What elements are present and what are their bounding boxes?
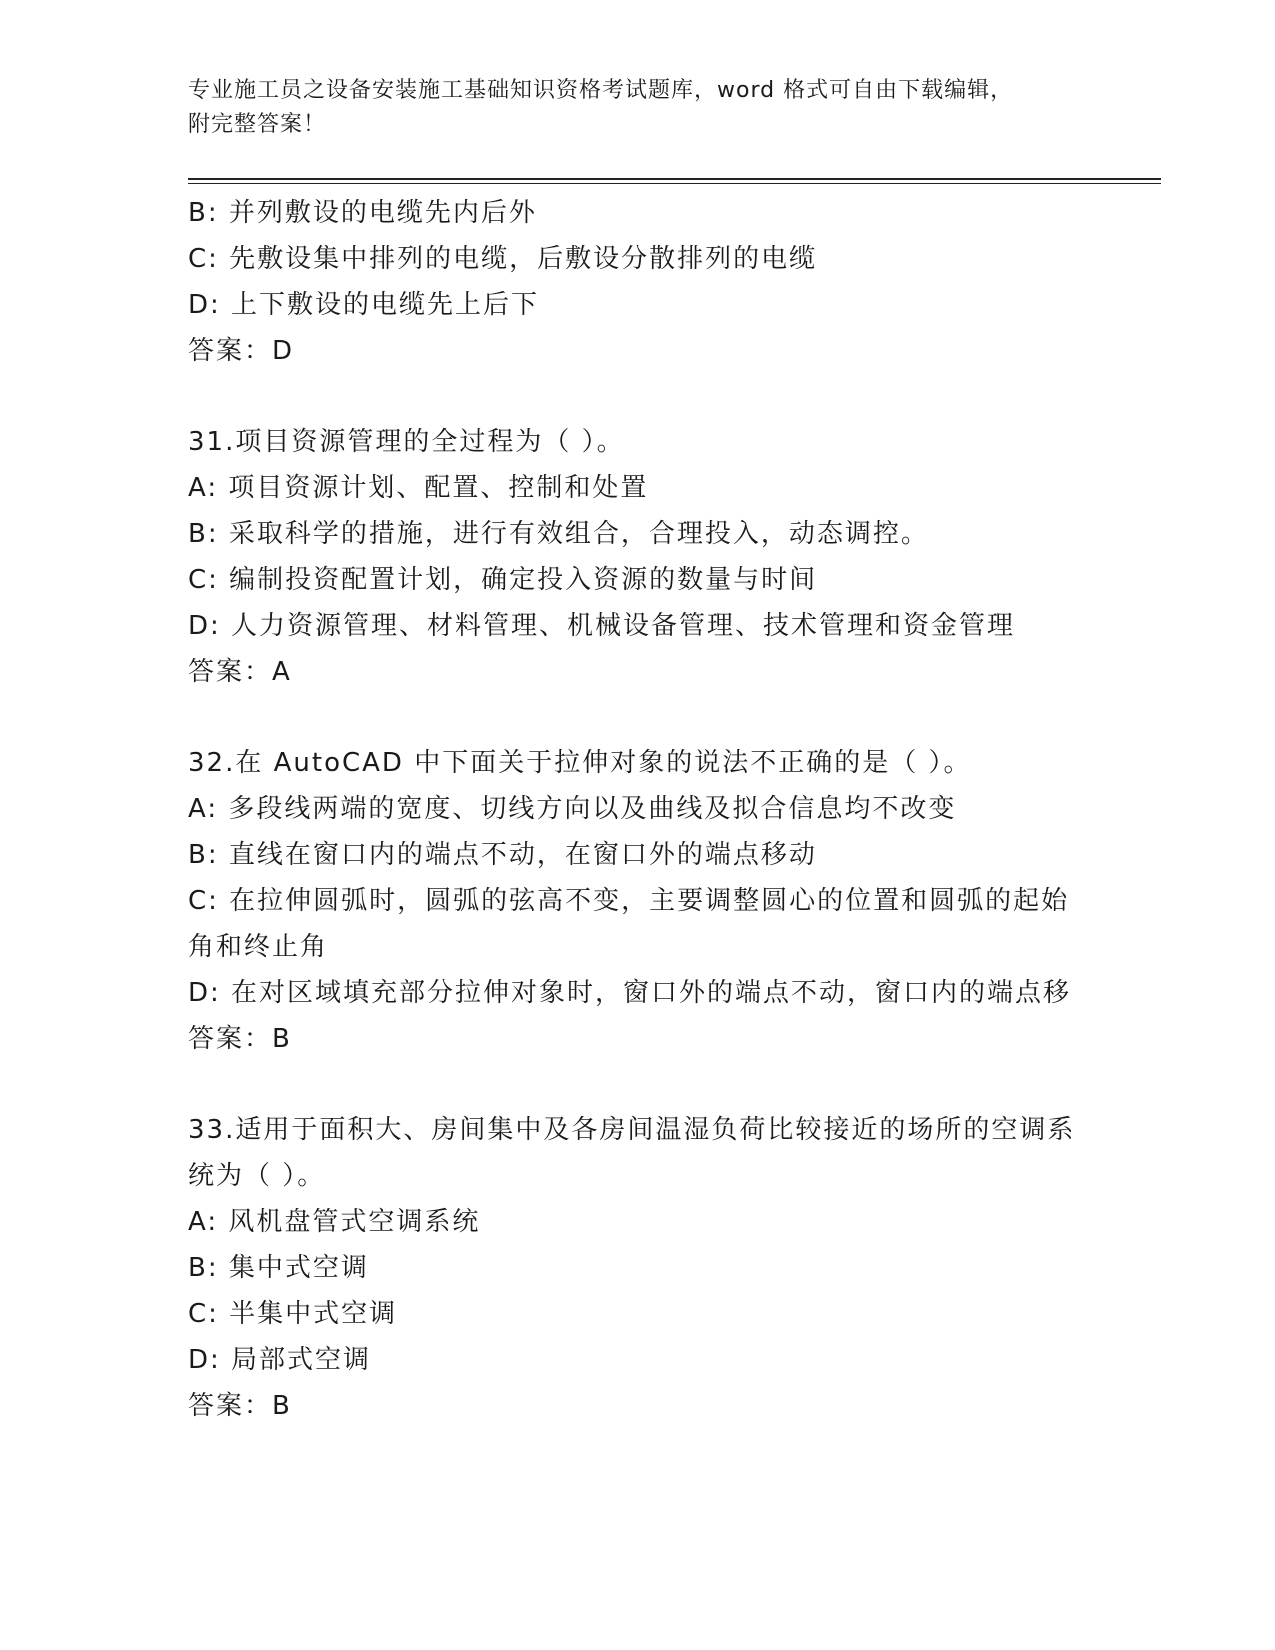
- document-header: [188, 74, 1068, 142]
- question-stem: 33.适用于面积大、房间集中及各房间温湿负荷比较接近的场所的空调系统为（ ）。: [188, 1115, 1076, 1191]
- header-divider-thin: [188, 183, 1161, 184]
- option-b: B: 集中式空调: [188, 1253, 369, 1283]
- question-32: [188, 740, 1088, 1062]
- question-33: [188, 1107, 1088, 1429]
- option-b: B: 直线在窗口内的端点不动，在窗口外的端点移动: [188, 840, 817, 870]
- option-a: A: 多段线两端的宽度、切线方向以及曲线及拟合信息均不改变: [188, 794, 957, 824]
- header-line-2: 附完整答案！: [188, 112, 327, 137]
- question-stem: 32.在 AutoCAD 中下面关于拉伸对象的说法不正确的是（ ）。: [188, 748, 972, 778]
- option-c: C: 在拉伸圆弧时，圆弧的弦高不变，主要调整圆心的位置和圆弧的起始角和终止角: [188, 886, 1070, 962]
- header-divider-thick: [188, 178, 1161, 180]
- answer-line: 答案：B: [188, 1391, 292, 1421]
- option-b: B: 采取科学的措施，进行有效组合，合理投入，动态调控。: [188, 519, 929, 549]
- question-31: [188, 419, 1088, 695]
- option-b: B: 并列敷设的电缆先内后外: [188, 198, 537, 228]
- option-d: D: 在对区域填充部分拉伸对象时，窗口外的端点不动，窗口内的端点移: [188, 978, 1072, 1008]
- header-line-1: 专业施工员之设备安装施工基础知识资格考试题库，word 格式可自由下载编辑，: [188, 78, 1014, 103]
- answer-line: 答案：D: [188, 336, 295, 366]
- option-c: C: 编制投资配置计划，确定投入资源的数量与时间: [188, 565, 818, 595]
- question-content: [188, 190, 1088, 1429]
- prev-question-block: [188, 190, 1088, 374]
- option-d: D: 上下敷设的电缆先上后下: [188, 290, 540, 320]
- question-stem: 31.项目资源管理的全过程为（ ）。: [188, 427, 625, 457]
- answer-line: 答案：B: [188, 1024, 292, 1054]
- option-c: C: 先敷设集中排列的电缆，后敷设分散排列的电缆: [188, 244, 818, 274]
- option-d: D: 人力资源管理、材料管理、机械设备管理、技术管理和资金管理: [188, 611, 1016, 641]
- option-a: A: 风机盘管式空调系统: [188, 1207, 481, 1237]
- option-d: D: 局部式空调: [188, 1345, 372, 1375]
- option-c: C: 半集中式空调: [188, 1299, 398, 1329]
- answer-line: 答案：A: [188, 657, 292, 687]
- option-a: A: 项目资源计划、配置、控制和处置: [188, 473, 649, 503]
